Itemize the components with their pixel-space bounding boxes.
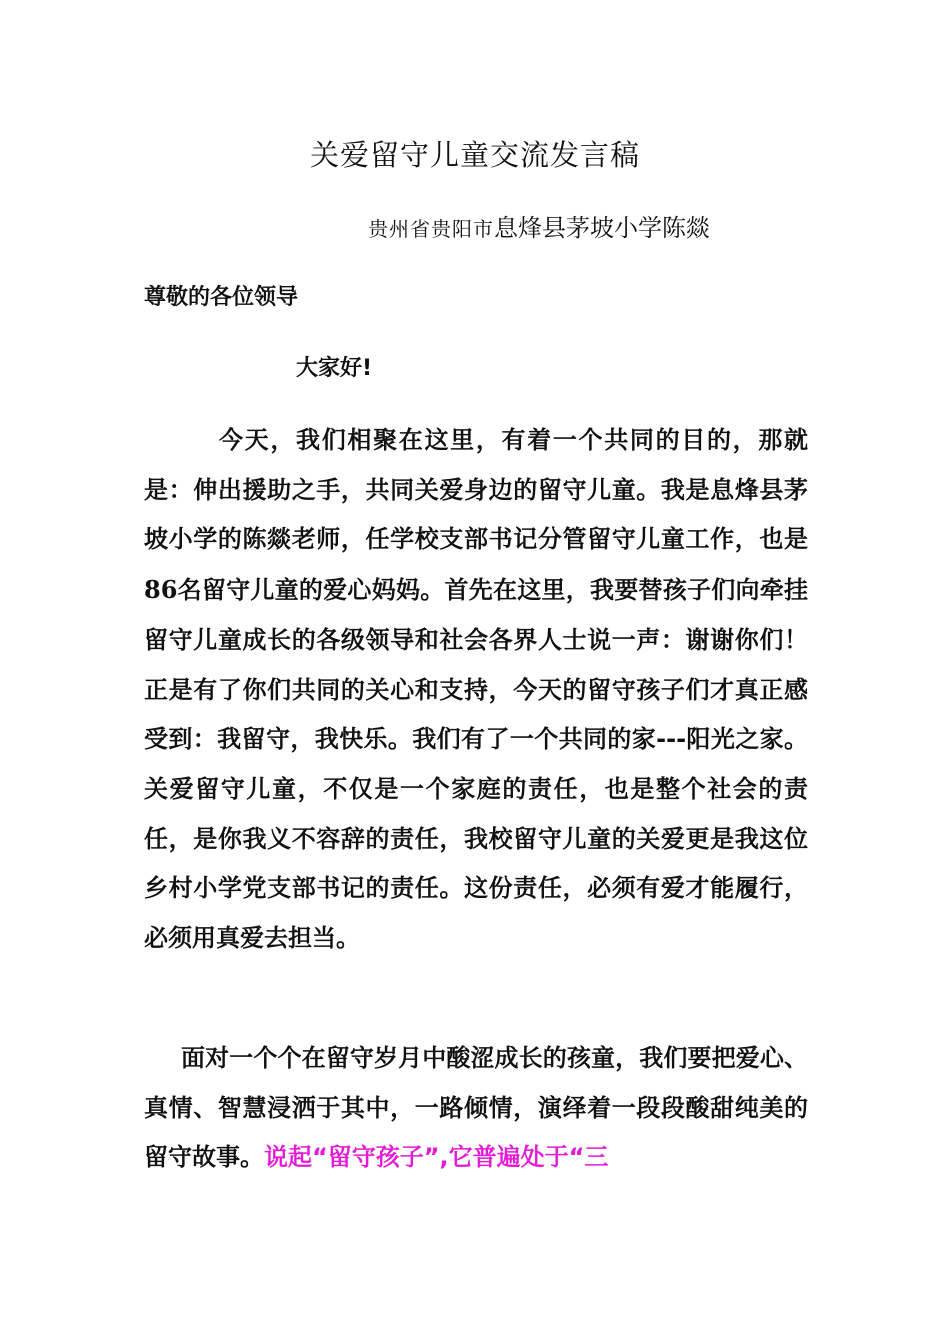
salutation: 尊敬的各位领导	[144, 285, 299, 310]
paragraph-2-highlight: 说起“留守孩子”,它普遍处于“三	[264, 1143, 609, 1172]
paragraph-1	[144, 416, 808, 964]
paragraph-2-text: 面对一个个在留守岁月中酸涩成长的孩童，我们要把爱心、真情、智慧浸洒于其中，一路倾情，演绎着一段段酸甜纯美的留守故事。	[144, 1044, 808, 1172]
paragraph-1-number: 86	[144, 575, 178, 605]
greeting: 大家好!	[296, 356, 373, 381]
author-school-name: 息烽县茅坡小学陈燚	[494, 214, 710, 242]
document-title: 关爱留守儿童交流发言稿	[309, 138, 640, 172]
paragraph-1-text-a: 今天，我们相聚在这里，有着一个共同的目的，那就是：伸出援助之手，共同关爱身边的留守儿童。我是息烽县茅坡小学的陈燚老师，任学校支部书记分管留守儿童工作，也是	[144, 426, 808, 554]
paragraph-1-text-b: 名留守儿童的爱心妈妈。首先在这里，我要替孩子们向牵挂留守儿童成长的各级领导和社会各界人士说一声：谢谢你们！正是有了你们共同的关心和支持，今天的留守孩子们才真正感受到：我留守，我快乐。我们有了一个共同的家---阳光之家。关爱留守儿童，不仅是一个家庭的责任，也是整个社会的责任，是你我义不容辞的责任，我校留守儿童的关爱更是我这位乡村小学党支部书记的责任。这份责任，必须有爱才能履行，必须用真爱去担当。	[144, 576, 808, 953]
paragraph-2	[144, 1034, 808, 1183]
author-location: 贵州省贵阳市	[368, 217, 494, 241]
author-byline	[368, 208, 710, 243]
